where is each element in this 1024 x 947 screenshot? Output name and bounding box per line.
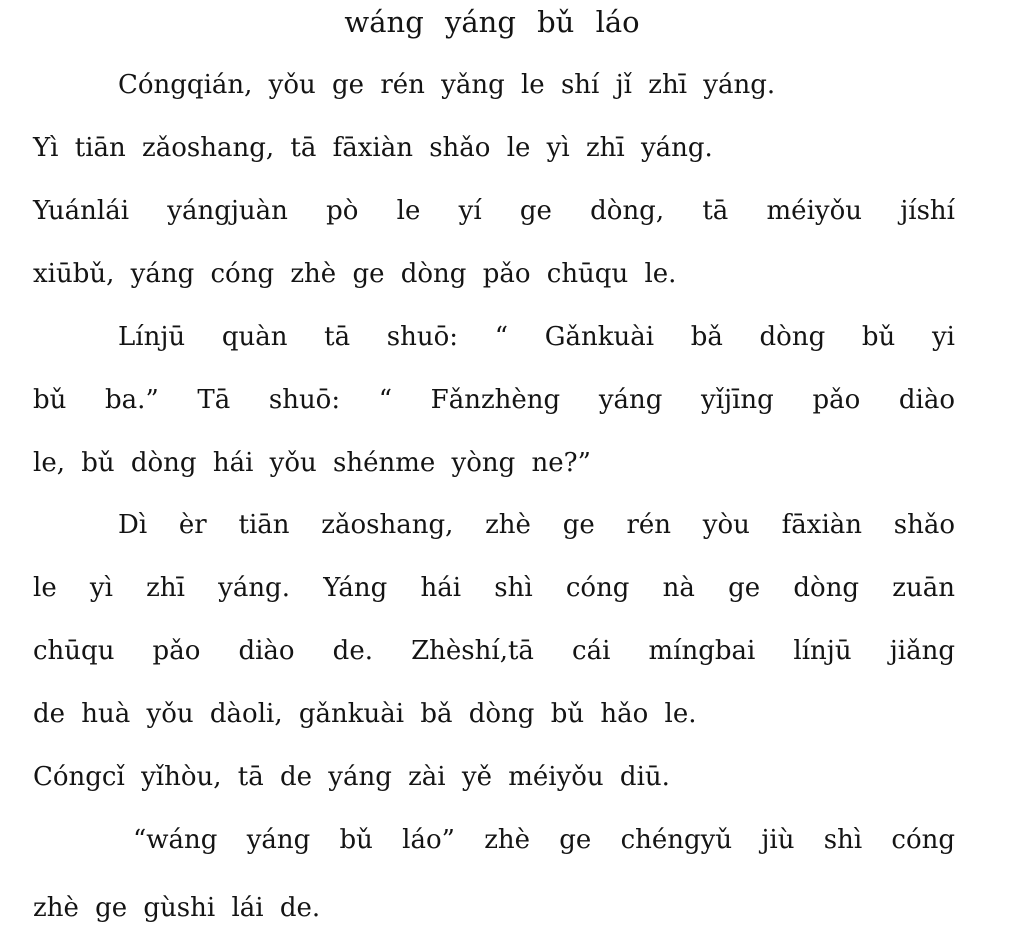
- text-line: Dì èr tiān zǎoshang, zhè ge rén yòu fāxiàn shǎo: [118, 510, 955, 540]
- text-line: le, bǔ dòng hái yǒu shénme yòng ne?”: [33, 448, 591, 478]
- text-line: Línjū quàn tā shuō: “ Gǎnkuài bǎ dòng bǔ yi: [118, 322, 955, 352]
- text-line: de huà yǒu dàoli, gǎnkuài bǎ dòng bǔ hǎo le.: [33, 699, 697, 729]
- text-line: Cóngcǐ yǐhòu, tā de yáng zài yě méiyǒu diū.: [33, 762, 670, 792]
- text-line: chūqu pǎo diào de. Zhèshí,tā cái míngbai línjū jiǎng: [33, 636, 955, 666]
- text-line: Yì tiān zǎoshang, tā fāxiàn shǎo le yì zhī yáng.: [33, 133, 713, 163]
- text-line: Cóngqián, yǒu ge rén yǎng le shí jǐ zhī yáng.: [118, 70, 776, 100]
- story-title: wáng yáng bǔ láo: [344, 5, 640, 39]
- text-line: bǔ ba.” Tā shuō: “ Fǎnzhèng yáng yǐjīng pǎo diào: [33, 385, 955, 415]
- text-line: “wáng yáng bǔ láo” zhè ge chéngyǔ jiù shì cóng: [133, 825, 955, 855]
- text-line: Yuánlái yángjuàn pò le yí ge dòng, tā méiyǒu jíshí: [33, 196, 955, 226]
- text-line: zhè ge gùshi lái de.: [33, 893, 321, 923]
- text-line: le yì zhī yáng. Yáng hái shì cóng nà ge dòng zuān: [33, 573, 955, 603]
- text-line: xiūbǔ, yáng cóng zhè ge dòng pǎo chūqu le.: [33, 259, 677, 289]
